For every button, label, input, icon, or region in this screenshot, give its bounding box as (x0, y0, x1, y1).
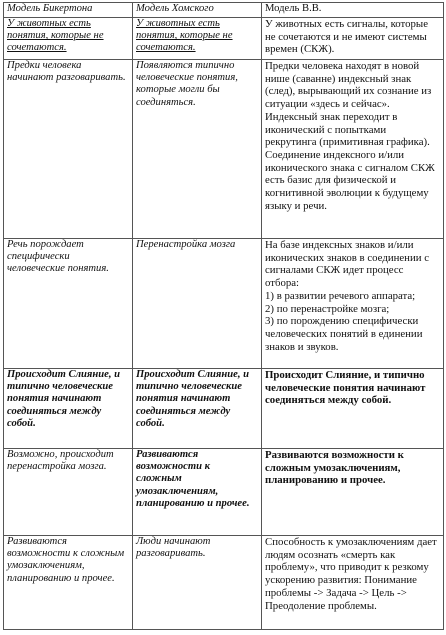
cell-bickerton: Развиваются возможности к сложным умозаключениям, планированию и прочее. (4, 536, 133, 630)
header-row (4, 3, 444, 18)
table-row (4, 18, 444, 60)
cell-vv: Предки человека находят в новой нише (саванне) индексный знак (след), вырывающий их сознание из ситуации «здесь и сейчас». Индексный знак переходит в иконический с попытками рекрутинга (примитивная графика). Соединение индексного и/или иконического знака с сигналом СКЖ есть базис для физической и когнитивной эволюции к будущему языку и речи. (262, 60, 444, 239)
cell-bickerton: Речь порождает специфически человеческие понятия. (4, 239, 133, 369)
cell-text: У животных есть понятия, которые не сочетаются. (136, 18, 233, 54)
cell-chomsky: Люди начинают разговаривать. (133, 536, 262, 630)
cell-vv: У животных есть сигналы, которые не сочетаются и не имеют системы времен (СКЖ). (262, 18, 444, 60)
cell-bickerton: Происходит Слияние, и типично человеческие понятия начинают соединяться между собой. (4, 369, 133, 449)
header-vv: Модель В.В. (262, 3, 444, 18)
cell-vv: Способность к умозаключениям дает людям осознать «смерть как проблему», что приводит к резкому ускорению развития: Понимание проблемы -> Задача -> Цель -> Преодоление проблемы. (262, 536, 444, 630)
cell-vv: Происходит Слияние, и типично человеческие понятия начинают соединяться между собой. (262, 369, 444, 449)
table-row (4, 449, 444, 536)
header-chomsky: Модель Хомского (133, 3, 262, 18)
cell-chomsky: Перенастройка мозга (133, 239, 262, 369)
table-row (4, 60, 444, 239)
selection-item: 2) по перенастройке мозга; (265, 302, 390, 315)
cell-bickerton (4, 18, 133, 60)
cell-chomsky (133, 18, 262, 60)
selection-item: 1) в развитии речевого аппарата; (265, 289, 416, 302)
cell-vv: Развиваются возможности к сложным умозаключениям, планированию и прочее. (262, 449, 444, 536)
selection-intro: На базе индексных знаков и/или иконических знаков в соединении с сигналами СКЖ идет процесс отбора: (265, 239, 429, 290)
models-comparison-table (3, 2, 444, 630)
cell-bickerton: Предки человека начинают разговаривать. (4, 60, 133, 239)
cell-text: У животных есть понятия, которые не сочетаются. (7, 18, 104, 54)
cell-chomsky: Развиваются возможности к сложным умозаключениям, планированию и прочее. (133, 449, 262, 536)
cell-chomsky: Происходит Слияние, и типично человеческие понятия начинают соединяться между собой. (133, 369, 262, 449)
selection-item: 3) по порождению специфически человеческих понятий в единении знаков и звуков. (265, 315, 423, 353)
cell-chomsky: Появляются типично человеческие понятия, которые могли бы соединяться. (133, 60, 262, 239)
cell-vv (262, 239, 444, 369)
table-row (4, 369, 444, 449)
table-row (4, 239, 444, 369)
header-bickerton: Модель Бикертона (4, 3, 133, 18)
table-row (4, 536, 444, 630)
cell-bickerton: Возможно, происходит перенастройка мозга. (4, 449, 133, 536)
